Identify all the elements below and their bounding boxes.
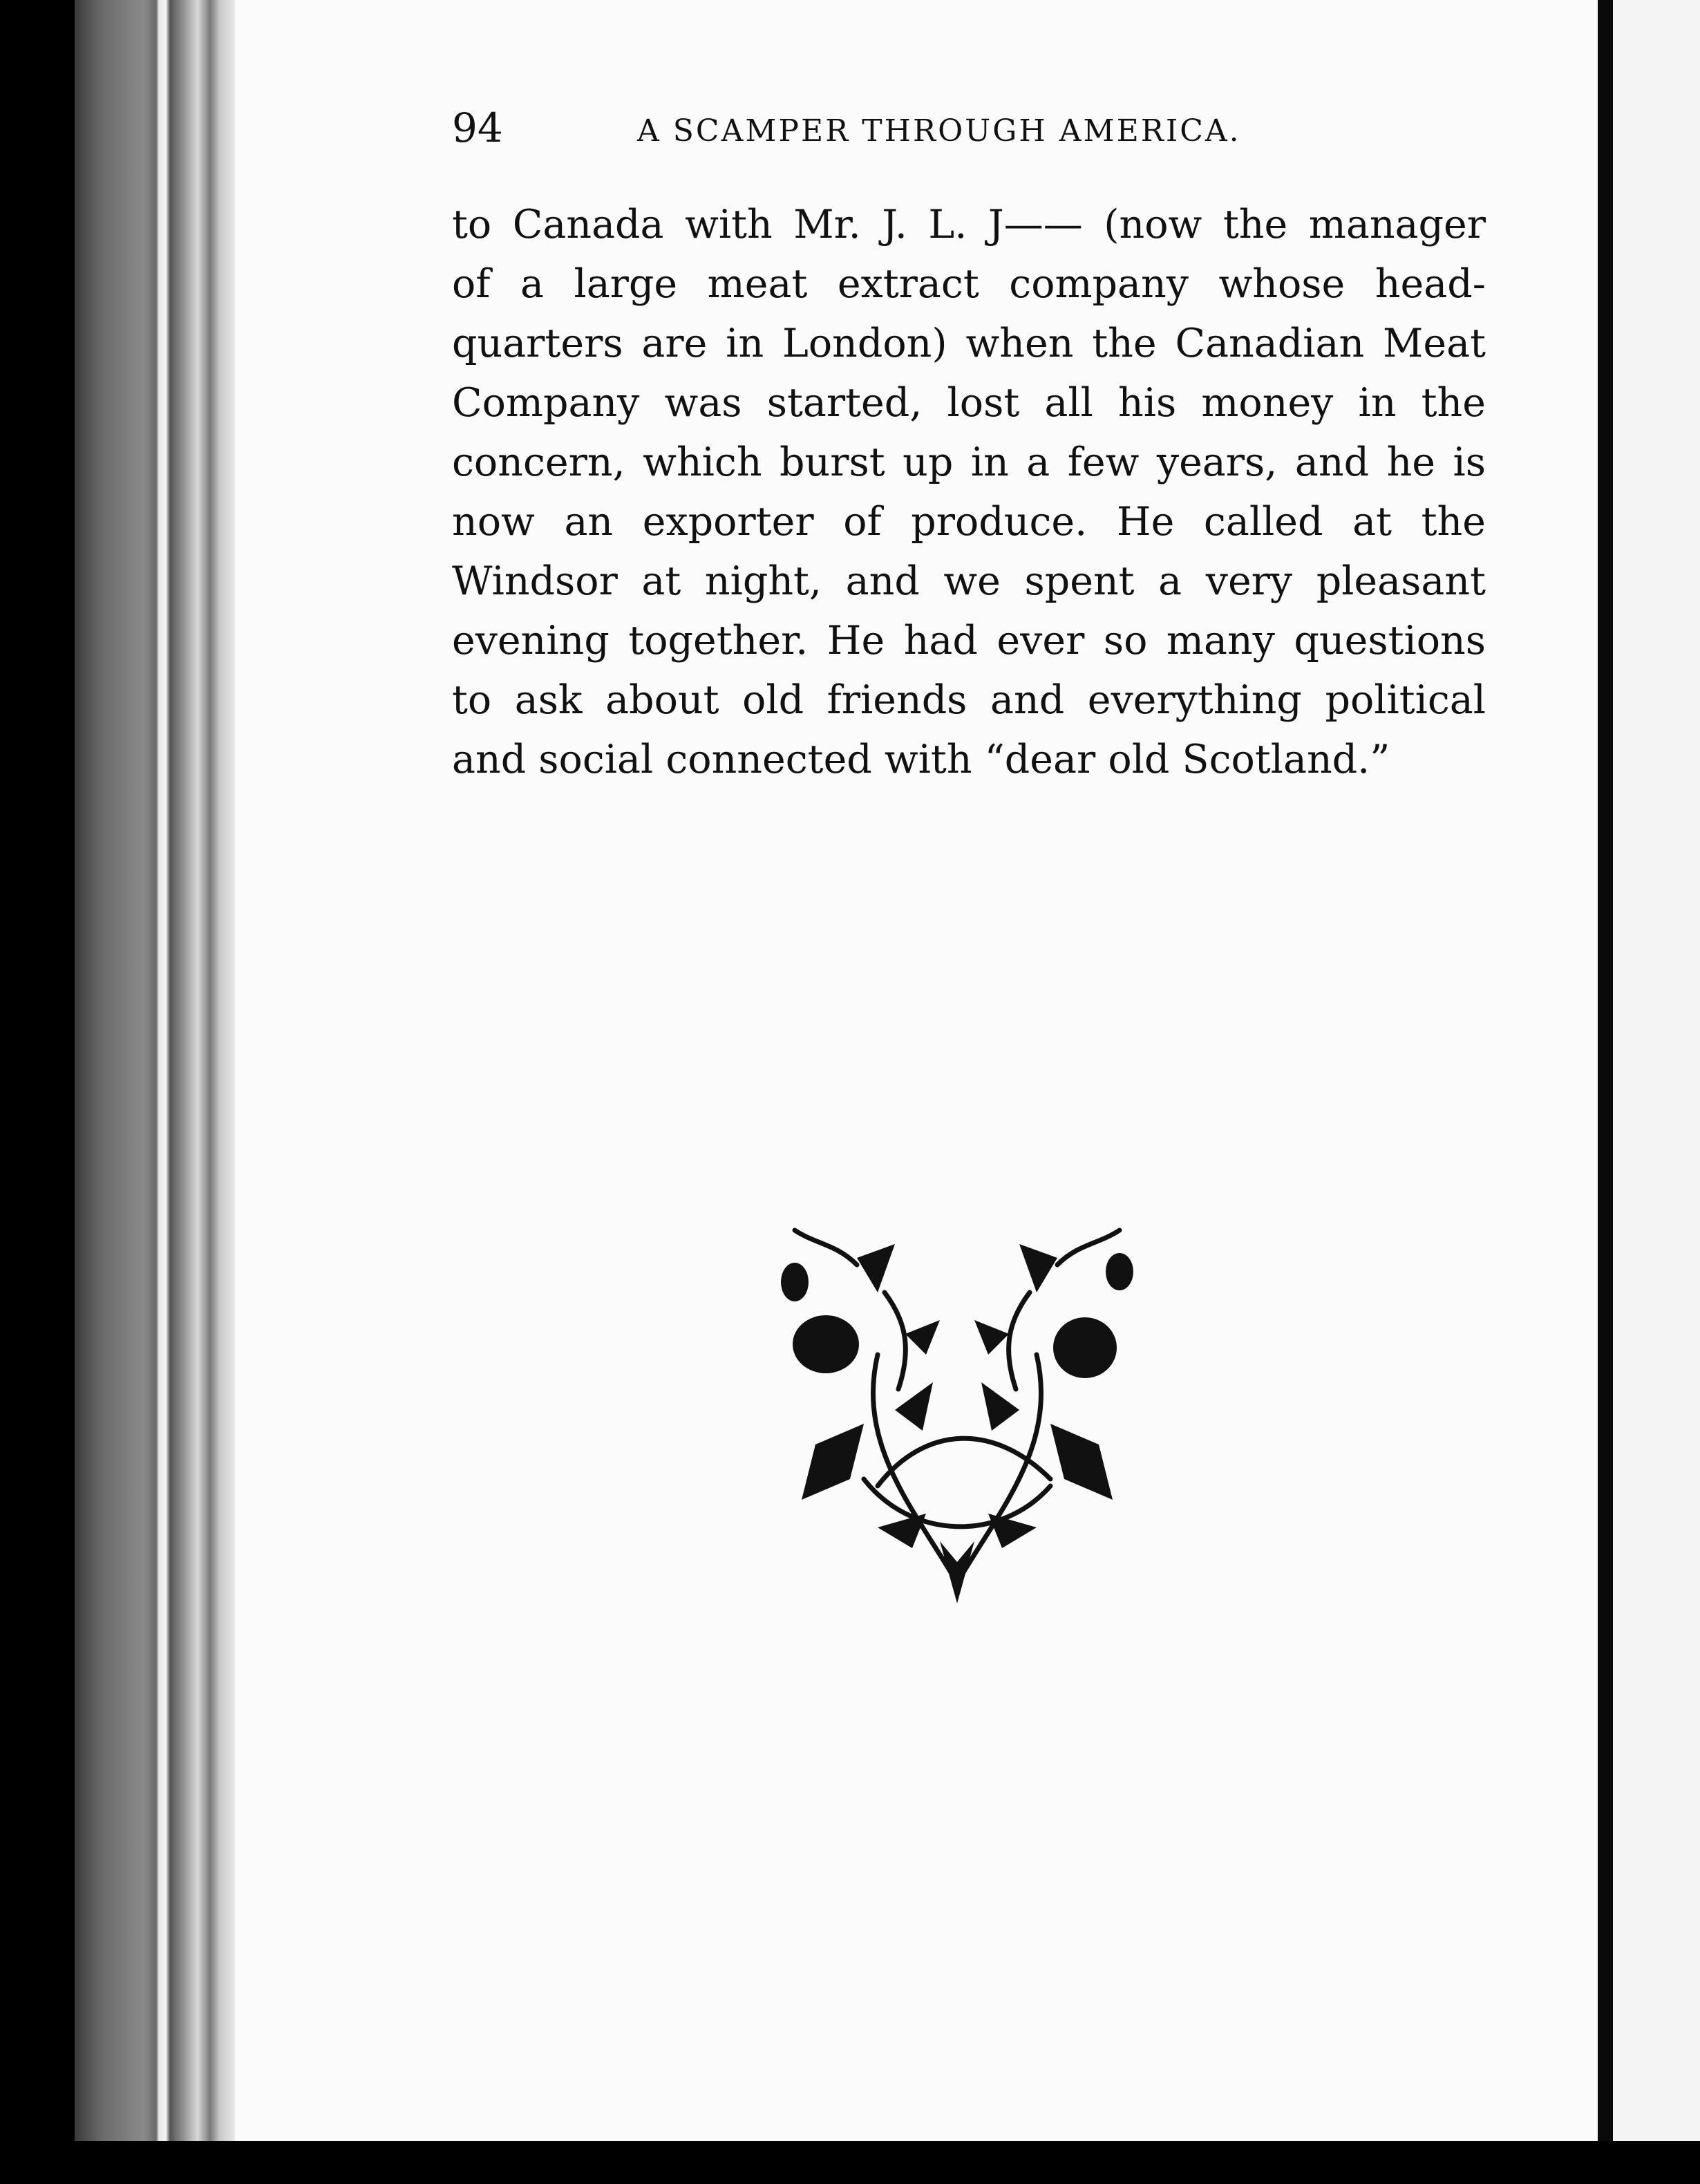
adjacent-page-sliver	[1613, 0, 1700, 2141]
book-spine	[75, 0, 240, 2143]
body-paragraph	[452, 195, 1486, 789]
page-number: 94	[452, 104, 503, 151]
text-line: of a large meat extract company whose head-	[452, 261, 1486, 307]
text-line: concern, which burst up in a few years, and he is	[452, 440, 1486, 485]
text-line: quarters are in London) when the Canadian Meat	[452, 321, 1486, 366]
text-line: evening together. He had ever so many questions	[452, 618, 1486, 663]
text-line: and social connected with “dear old Scotland.”	[452, 737, 1390, 782]
text-line: to ask about old friends and everything political	[452, 677, 1486, 723]
scan-bottom-border	[0, 2141, 1700, 2184]
text-line: Windsor at night, and we spent a very pleasant	[452, 558, 1486, 604]
text-line: Company was started, lost all his money in the	[452, 380, 1486, 426]
page-edge-shadow	[1598, 0, 1613, 2141]
running-head	[452, 104, 1309, 159]
text-line: to Canada with Mr. J. L. J—— (now the manager	[452, 202, 1486, 247]
text-line: now an exporter of produce. He called at the	[452, 499, 1486, 545]
floral-poppy-vignette-icon	[774, 1216, 1140, 1603]
running-head-title: A SCAMPER THROUGH AMERICA.	[637, 113, 1241, 149]
